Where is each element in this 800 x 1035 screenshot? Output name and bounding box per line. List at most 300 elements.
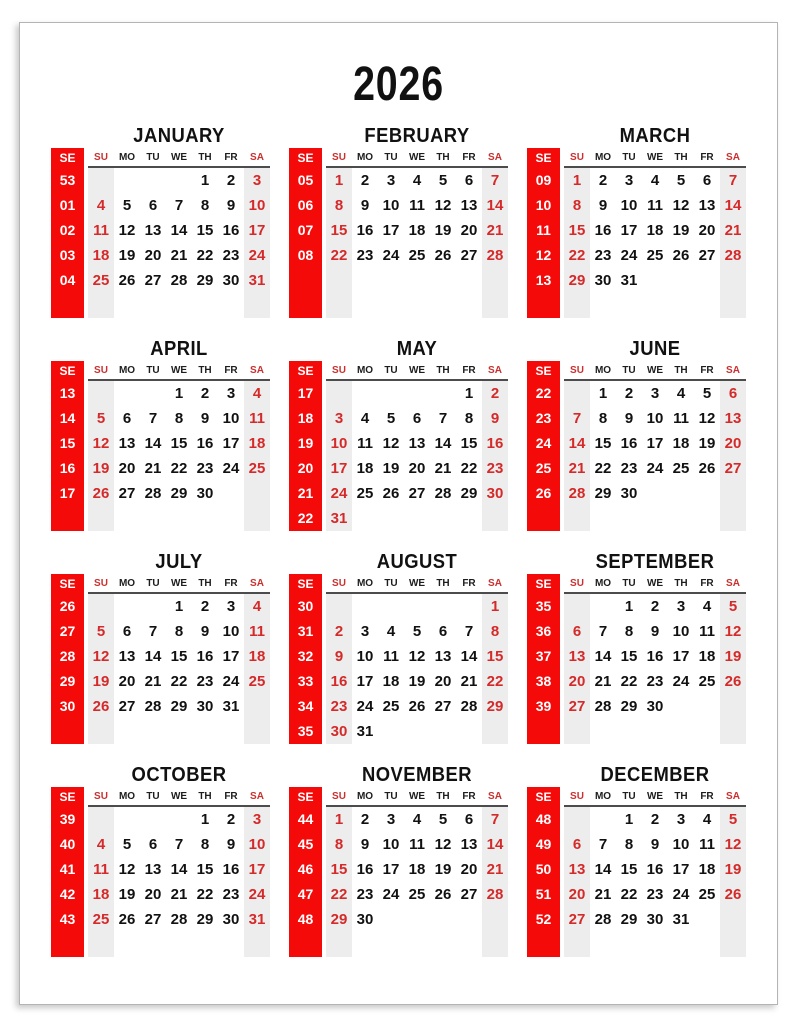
day-cell: 6 <box>122 410 132 427</box>
day-cell: 15 <box>594 435 612 452</box>
day-cell: 5 <box>702 385 712 402</box>
weekday-label: WE <box>408 152 426 163</box>
day-cell: 19 <box>720 857 746 882</box>
day-cell: 20 <box>720 431 746 456</box>
day-cell: 13 <box>118 648 136 665</box>
day-cell: 25 <box>382 698 400 715</box>
day-cell <box>564 381 590 406</box>
day-cell <box>564 506 590 531</box>
day-cell: 28 <box>720 243 746 268</box>
week-number: 50 <box>527 857 560 882</box>
month-title: APRIL <box>150 338 208 360</box>
day-cell: 14 <box>144 648 162 665</box>
day-cell: 17 <box>244 857 270 882</box>
month-calendar <box>289 552 508 744</box>
day-cell <box>564 594 590 619</box>
day-cell: 28 <box>460 698 478 715</box>
day-cell: 18 <box>698 648 716 665</box>
month-title: MARCH <box>619 125 691 147</box>
day-cell: 29 <box>620 698 638 715</box>
weekday-label: TH <box>436 791 450 802</box>
weekday-label: TU <box>622 365 636 376</box>
day-cell: 24 <box>244 882 270 907</box>
week-number: 18 <box>289 406 322 431</box>
day-cell <box>404 932 430 957</box>
day-cell: 4 <box>88 832 114 857</box>
day-cell: 13 <box>720 406 746 431</box>
day-cell: 2 <box>200 598 210 615</box>
weeks <box>51 594 270 744</box>
week-row <box>289 431 508 456</box>
day-cell: 6 <box>148 836 158 853</box>
weekday-label: SU <box>570 791 584 802</box>
week-row <box>289 406 508 431</box>
week-row <box>527 381 746 406</box>
day-cell: 19 <box>672 222 690 239</box>
day-cell <box>378 293 404 318</box>
week-number: 38 <box>527 669 560 694</box>
day-cell: 23 <box>646 673 664 690</box>
day-cell <box>404 293 430 318</box>
day-cell <box>140 293 166 318</box>
day-cell: 25 <box>698 886 716 903</box>
day-cell: 16 <box>646 861 664 878</box>
day-cell: 14 <box>720 193 746 218</box>
week-row <box>289 168 508 193</box>
day-cell: 2 <box>360 172 370 189</box>
day-cell: 9 <box>624 410 634 427</box>
day-cell: 27 <box>118 698 136 715</box>
day-cell: 17 <box>672 648 690 665</box>
day-cell: 28 <box>434 485 452 502</box>
week-number: 37 <box>527 644 560 669</box>
weeks <box>51 168 270 318</box>
week-number <box>289 293 322 318</box>
day-cell: 14 <box>170 222 188 239</box>
day-cell: 31 <box>672 911 690 928</box>
day-cell: 10 <box>646 410 664 427</box>
day-cell: 26 <box>118 272 136 289</box>
day-cell: 27 <box>564 694 590 719</box>
day-cell <box>378 594 404 619</box>
day-cell: 8 <box>174 410 184 427</box>
day-cell: 11 <box>244 406 270 431</box>
week-row <box>527 456 746 481</box>
weekday-label: SA <box>250 152 264 163</box>
day-cell: 1 <box>200 811 210 828</box>
day-cell: 4 <box>386 623 396 640</box>
day-cell: 29 <box>196 272 214 289</box>
day-cell: 5 <box>412 623 422 640</box>
day-cell <box>642 932 668 957</box>
week-row <box>289 243 508 268</box>
day-cell: 15 <box>564 218 590 243</box>
day-cell <box>378 719 404 744</box>
weekday-label: WE <box>408 365 426 376</box>
day-cell: 25 <box>244 456 270 481</box>
day-cell: 30 <box>196 485 214 502</box>
month-calendar <box>527 339 746 531</box>
day-cell: 23 <box>222 247 240 264</box>
day-cell: 26 <box>118 911 136 928</box>
day-cell: 30 <box>356 911 374 928</box>
day-cell: 16 <box>646 648 664 665</box>
day-cell: 14 <box>434 435 452 452</box>
weekday-header-row <box>51 148 270 168</box>
week-number: 14 <box>51 406 84 431</box>
week-row <box>51 807 270 832</box>
weekday-header-row <box>289 787 508 807</box>
day-cell <box>166 293 192 318</box>
weekday-label: MO <box>594 365 612 376</box>
day-cell: 19 <box>698 435 716 452</box>
day-cell <box>166 719 192 744</box>
week-number: 39 <box>51 807 84 832</box>
day-cell: 20 <box>408 460 426 477</box>
weekday-label: MO <box>594 578 612 589</box>
day-cell: 24 <box>222 673 240 690</box>
week-number: 19 <box>289 431 322 456</box>
day-cell: 3 <box>226 385 236 402</box>
day-cell <box>140 506 166 531</box>
day-cell: 7 <box>174 197 184 214</box>
weekday-label: TH <box>198 152 212 163</box>
day-cell: 30 <box>646 698 664 715</box>
day-cell <box>244 506 270 531</box>
week-column-header: SE <box>527 361 560 381</box>
day-cell: 1 <box>564 168 590 193</box>
day-cell <box>166 807 192 832</box>
weekday-label: SU <box>332 365 346 376</box>
day-cell <box>404 719 430 744</box>
day-cell <box>378 932 404 957</box>
weekday-labels <box>326 148 508 168</box>
day-cell: 7 <box>564 406 590 431</box>
weekday-label: SU <box>332 791 346 802</box>
weekday-label: SA <box>488 365 502 376</box>
weekday-label: SU <box>94 152 108 163</box>
day-cell <box>352 381 378 406</box>
weekday-label: FR <box>224 365 238 376</box>
day-cell: 25 <box>408 886 426 903</box>
day-cell <box>616 932 642 957</box>
day-cell: 13 <box>408 435 426 452</box>
weekday-label: FR <box>462 365 476 376</box>
day-cell <box>352 594 378 619</box>
weekday-label: SU <box>94 365 108 376</box>
day-cell: 25 <box>88 907 114 932</box>
weekday-label: TU <box>146 152 160 163</box>
day-cell: 6 <box>148 197 158 214</box>
day-cell: 11 <box>244 619 270 644</box>
day-cell <box>218 506 244 531</box>
day-cell <box>668 694 694 719</box>
day-cell <box>352 293 378 318</box>
day-cell: 30 <box>482 481 508 506</box>
week-number <box>527 932 560 957</box>
weekday-label: SU <box>570 365 584 376</box>
month-calendar <box>527 765 746 957</box>
day-cell: 29 <box>564 268 590 293</box>
week-row <box>51 619 270 644</box>
day-cell: 25 <box>356 485 374 502</box>
day-cell: 5 <box>88 406 114 431</box>
weekday-label: TH <box>198 365 212 376</box>
day-cell <box>88 381 114 406</box>
weekday-label: SA <box>726 365 740 376</box>
day-cell: 12 <box>672 197 690 214</box>
day-cell: 25 <box>698 673 716 690</box>
day-cell: 16 <box>482 431 508 456</box>
month-calendar <box>527 552 746 744</box>
week-row <box>527 882 746 907</box>
day-cell: 13 <box>460 197 478 214</box>
day-cell: 10 <box>222 410 240 427</box>
day-cell <box>720 907 746 932</box>
day-cell: 26 <box>720 669 746 694</box>
day-cell <box>218 932 244 957</box>
day-cell: 19 <box>382 460 400 477</box>
day-cell: 15 <box>620 861 638 878</box>
day-cell: 23 <box>646 886 664 903</box>
week-column-header: SE <box>527 787 560 807</box>
week-number: 52 <box>527 907 560 932</box>
week-number: 42 <box>51 882 84 907</box>
day-cell <box>720 293 746 318</box>
day-cell: 24 <box>672 886 690 903</box>
day-cell: 8 <box>564 193 590 218</box>
day-cell: 11 <box>409 197 425 214</box>
day-cell: 30 <box>620 485 638 502</box>
months-grid <box>20 126 777 957</box>
day-cell <box>244 694 270 719</box>
day-cell: 9 <box>226 836 236 853</box>
day-cell: 11 <box>88 857 114 882</box>
weekday-header-row <box>51 574 270 594</box>
weekday-label: SA <box>488 152 502 163</box>
week-number: 22 <box>289 506 322 531</box>
day-cell: 4 <box>244 594 270 619</box>
day-cell: 6 <box>564 619 590 644</box>
week-row <box>527 218 746 243</box>
day-cell <box>378 381 404 406</box>
weeks <box>51 381 270 531</box>
day-cell <box>218 481 244 506</box>
day-cell: 19 <box>720 644 746 669</box>
weekday-label: MO <box>356 152 374 163</box>
day-cell: 10 <box>382 197 400 214</box>
week-row <box>527 669 746 694</box>
day-cell <box>456 932 482 957</box>
week-column-header: SE <box>527 574 560 594</box>
day-cell: 18 <box>408 861 426 878</box>
day-cell <box>352 506 378 531</box>
week-number: 17 <box>289 381 322 406</box>
day-cell: 4 <box>650 172 660 189</box>
day-cell: 1 <box>624 811 634 828</box>
day-cell <box>88 719 114 744</box>
day-cell: 3 <box>676 811 686 828</box>
day-cell: 14 <box>564 431 590 456</box>
week-number <box>51 719 84 744</box>
day-cell: 12 <box>118 861 136 878</box>
week-number: 09 <box>527 168 560 193</box>
day-cell: 14 <box>482 832 508 857</box>
weekday-label: TU <box>384 152 398 163</box>
day-cell: 6 <box>720 381 746 406</box>
weekday-labels <box>326 361 508 381</box>
day-cell: 8 <box>598 410 608 427</box>
weekday-header-row <box>527 148 746 168</box>
day-cell: 23 <box>222 886 240 903</box>
day-cell: 23 <box>356 886 374 903</box>
day-cell <box>616 293 642 318</box>
weekday-labels <box>326 574 508 594</box>
week-number <box>527 293 560 318</box>
week-number: 31 <box>289 619 322 644</box>
day-cell <box>590 807 616 832</box>
weekday-label: FR <box>700 791 714 802</box>
day-cell <box>218 719 244 744</box>
day-cell <box>720 506 746 531</box>
day-cell <box>114 719 140 744</box>
day-cell: 29 <box>594 485 612 502</box>
day-cell: 1 <box>200 172 210 189</box>
week-row <box>527 832 746 857</box>
day-cell: 16 <box>196 648 214 665</box>
day-cell: 23 <box>196 460 214 477</box>
day-cell: 22 <box>460 460 478 477</box>
weekday-labels <box>564 787 746 807</box>
day-cell: 6 <box>702 172 712 189</box>
day-cell: 7 <box>482 807 508 832</box>
day-cell: 22 <box>170 673 188 690</box>
day-cell: 20 <box>564 669 590 694</box>
day-cell: 28 <box>594 911 612 928</box>
day-cell <box>482 719 508 744</box>
weekday-label: MO <box>356 578 374 589</box>
day-cell <box>694 481 720 506</box>
day-cell: 4 <box>676 385 686 402</box>
day-cell: 11 <box>357 435 373 452</box>
day-cell: 2 <box>598 172 608 189</box>
day-cell <box>192 506 218 531</box>
day-cell <box>114 932 140 957</box>
day-cell: 9 <box>360 197 370 214</box>
weekday-label: TH <box>674 365 688 376</box>
day-cell: 24 <box>382 247 400 264</box>
day-cell: 14 <box>144 435 162 452</box>
day-cell: 9 <box>598 197 608 214</box>
day-cell: 9 <box>200 410 210 427</box>
week-number: 11 <box>527 218 560 243</box>
week-row <box>289 268 508 293</box>
month-title: MAY <box>396 338 438 360</box>
day-cell: 2 <box>200 385 210 402</box>
week-number: 04 <box>51 268 84 293</box>
week-number: 51 <box>527 882 560 907</box>
day-cell <box>326 932 352 957</box>
day-cell: 21 <box>460 673 478 690</box>
day-cell: 31 <box>620 272 638 289</box>
weekday-label: FR <box>224 152 238 163</box>
day-cell: 23 <box>196 673 214 690</box>
day-cell: 12 <box>408 648 426 665</box>
day-cell: 18 <box>88 243 114 268</box>
day-cell <box>564 807 590 832</box>
weekday-label: TU <box>622 791 636 802</box>
day-cell <box>430 381 456 406</box>
week-number: 10 <box>527 193 560 218</box>
day-cell: 30 <box>222 272 240 289</box>
day-cell: 5 <box>438 172 448 189</box>
week-number <box>51 506 84 531</box>
day-cell: 17 <box>672 861 690 878</box>
weekday-label: TH <box>674 791 688 802</box>
day-cell: 16 <box>594 222 612 239</box>
calendar-page <box>19 22 778 1005</box>
day-cell <box>430 293 456 318</box>
day-cell: 28 <box>144 485 162 502</box>
week-row <box>289 293 508 318</box>
day-cell: 25 <box>244 669 270 694</box>
day-cell: 19 <box>88 669 114 694</box>
week-row <box>289 882 508 907</box>
week-row <box>51 168 270 193</box>
day-cell <box>590 293 616 318</box>
day-cell: 15 <box>170 435 188 452</box>
day-cell <box>694 506 720 531</box>
day-cell <box>140 381 166 406</box>
week-row <box>527 857 746 882</box>
weekday-labels <box>88 148 270 168</box>
day-cell <box>192 719 218 744</box>
weekday-label: TU <box>146 791 160 802</box>
weeks <box>51 807 270 957</box>
week-number: 22 <box>527 381 560 406</box>
day-cell <box>668 719 694 744</box>
weekday-label: MO <box>356 365 374 376</box>
day-cell: 15 <box>482 644 508 669</box>
day-cell <box>720 481 746 506</box>
week-row <box>289 619 508 644</box>
weeks <box>527 168 746 318</box>
week-column-header: SE <box>51 787 84 807</box>
week-number: 24 <box>527 431 560 456</box>
weekday-label: SA <box>250 578 264 589</box>
week-number: 06 <box>289 193 322 218</box>
day-cell <box>404 594 430 619</box>
day-cell <box>642 293 668 318</box>
weekday-label: MO <box>118 365 136 376</box>
month-title: NOVEMBER <box>361 764 472 786</box>
day-cell: 10 <box>356 648 374 665</box>
day-cell: 8 <box>174 623 184 640</box>
day-cell: 12 <box>118 222 136 239</box>
day-cell: 6 <box>412 410 422 427</box>
month-title: FEBRUARY <box>364 125 470 147</box>
day-cell: 24 <box>244 243 270 268</box>
day-cell: 2 <box>482 381 508 406</box>
day-cell: 20 <box>460 222 478 239</box>
week-row <box>51 506 270 531</box>
day-cell: 8 <box>200 836 210 853</box>
day-cell: 23 <box>356 247 374 264</box>
week-number: 35 <box>527 594 560 619</box>
week-row <box>527 481 746 506</box>
week-number: 07 <box>289 218 322 243</box>
day-cell: 27 <box>720 456 746 481</box>
